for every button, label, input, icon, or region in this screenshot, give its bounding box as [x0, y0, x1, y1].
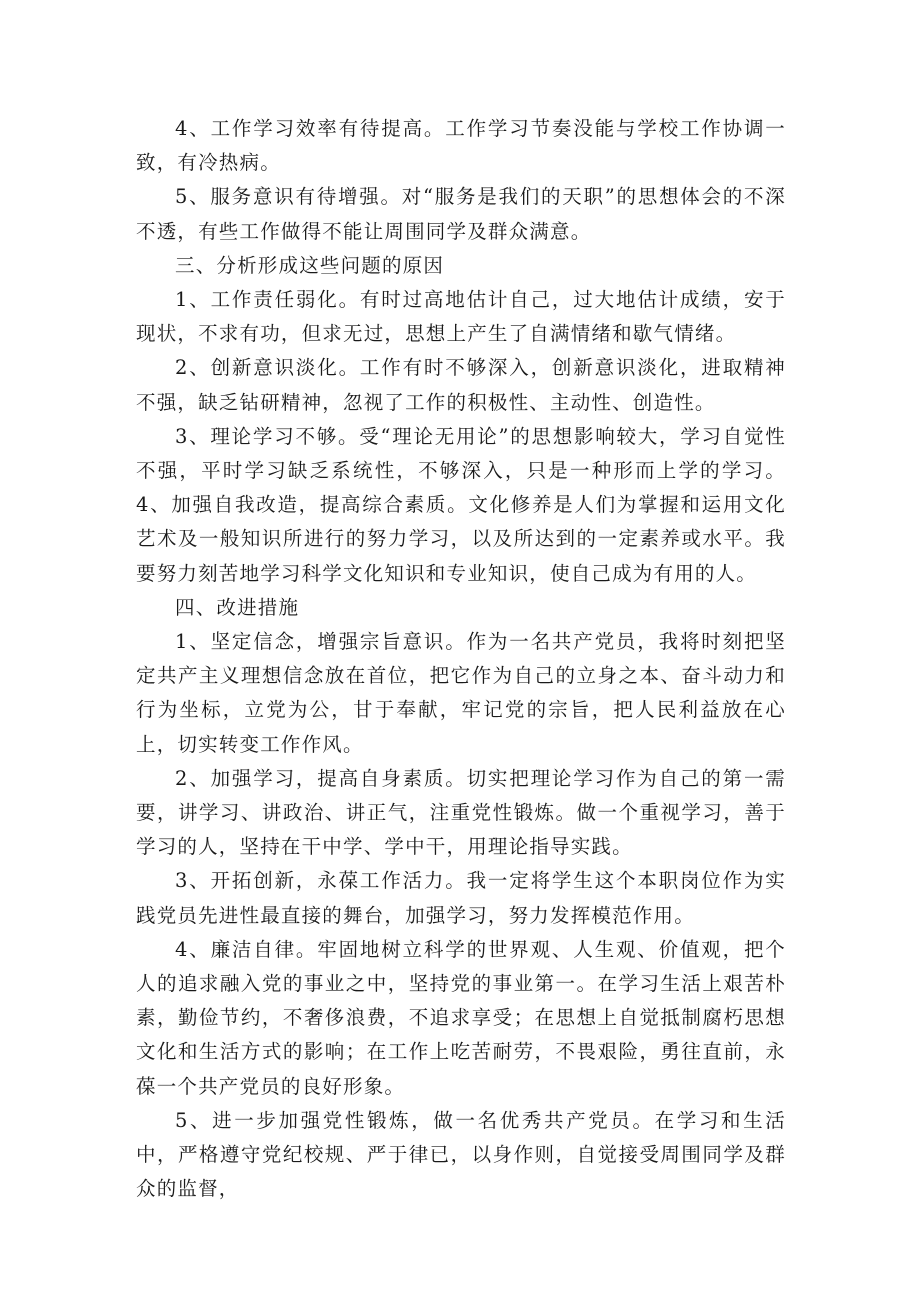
paragraph-innovation: 2、创新意识淡化。工作有时不够深入，创新意识淡化，进取精神不强，缺乏钻研精神，忽视了工作的积极性、主动性、创造性。 [136, 356, 786, 414]
section-heading-measures: 四、改进措施 [175, 595, 300, 619]
paragraph-firm-belief: 1、坚定信念，增强宗旨意识。作为一名共产党员，我将时刻把坚定共产主义理想信念放在首位，把它作为自己的立身之本、奋斗动力和行为坐标，立党为公，甘于奉献，牢记党的宗旨，把人民利益放在心上，切实转变工作作风。 [136, 630, 786, 756]
section-heading-causes: 三、分析形成这些问题的原因 [175, 253, 445, 277]
paragraph-integrity: 4、廉洁自律。牢固地树立科学的世界观、人生观、价值观，把个人的追求融入党的事业之中，坚持党的事业第一。在学习生活上艰苦朴素，勤俭节约，不奢侈浪费，不追求享受；在思想上自觉抵制腐朽思想文化和生活方式的影响；在工作上吃苦耐劳，不畏艰险，勇往直前，永葆一个共产党员的良好形象。 [136, 937, 786, 1098]
paragraph-innovation-vitality: 3、开拓创新，永葆工作活力。我一定将学生这个本职岗位作为实践党员先进性最直接的舞台，加强学习，努力发挥模范作用。 [136, 869, 786, 927]
paragraph-party-discipline: 5、进一步加强党性锻炼，做一名优秀共产党员。在学习和生活中，严格遵守党纪校规、严于律已，以身作则，自觉接受周围同学及群众的监督， [136, 1108, 786, 1201]
paragraph-improve-efficiency: 4、工作学习效率有待提高。工作学习节奏没能与学校工作协调一致，有冷热病。 [136, 117, 786, 175]
paragraph-strengthen-study: 2、加强学习，提高自身素质。切实把理论学习作为自己的第一需要，讲学习、讲政治、讲正气，注重党性锻炼。做一个重视学习，善于学习的人，坚持在干中学、学中干，用理论指导实践。 [136, 766, 786, 859]
paragraph-service-awareness: 5、服务意识有待增强。对“服务是我们的天职”的思想体会的不深不透，有些工作做得不能让周围同学及群众满意。 [136, 185, 786, 243]
paragraph-theory-study: 3、理论学习不够。受“理论无用论”的思想影响较大，学习自觉性不强，平时学习缺乏系统性，不够深入，只是一种形而上学的学习。4、加强自我改造，提高综合素质。文化修养是人们为掌握和运用文化艺术及一般知识所进行的努力学习，以及所达到的一定素养或水平。我要努力刻苦地学习科学文化知识和专业知识，使自己成为有用的人。 [136, 424, 786, 585]
paragraph-responsibility: 1、工作责任弱化。有时过高地估计自己，过大地估计成绩，安于现状，不求有功，但求无过，思想上产生了自满情绪和歇气情绪。 [136, 288, 786, 346]
